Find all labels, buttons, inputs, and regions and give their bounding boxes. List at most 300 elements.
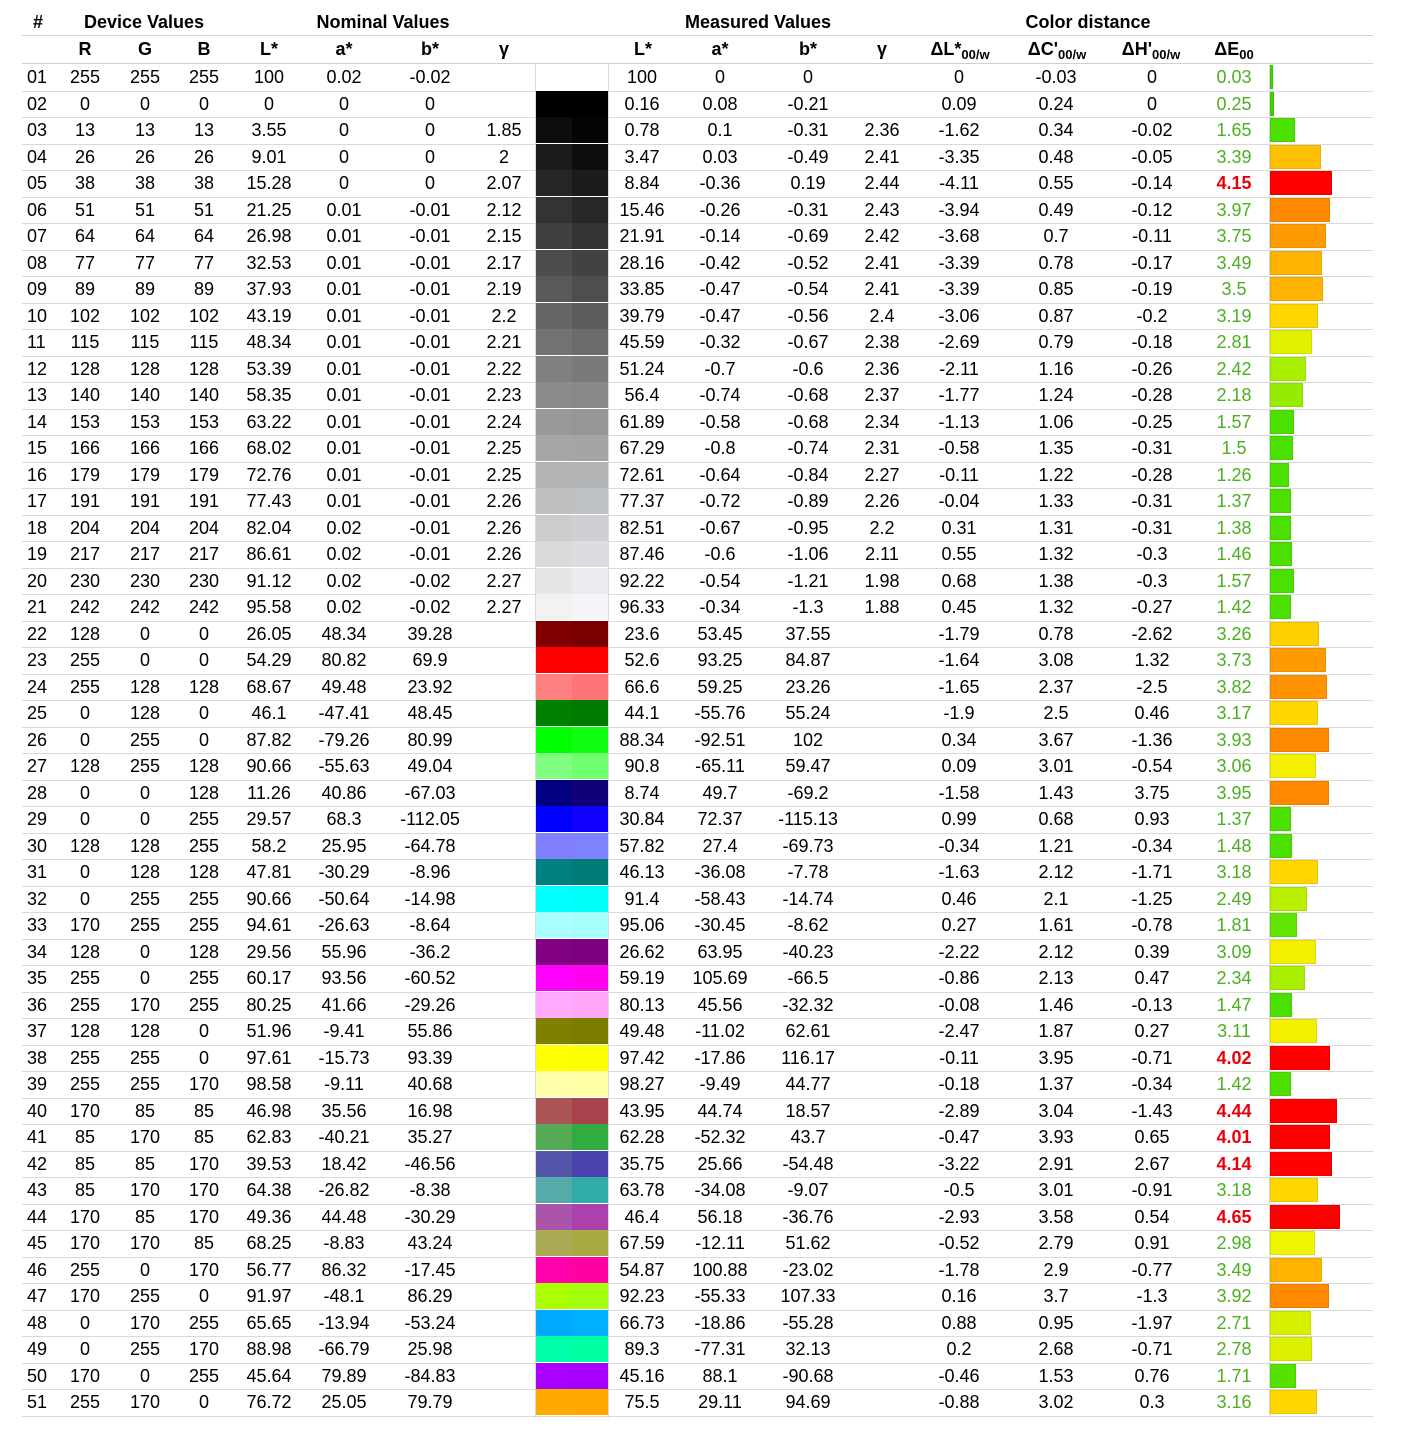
device-r-cell: 255 — [69, 1259, 101, 1280]
row-number-cell: 04 — [27, 146, 48, 167]
delta-l-cell: -0.11 — [939, 464, 979, 485]
table-row — [0, 356, 1408, 382]
nominal-b-cell: -17.45 — [404, 1259, 456, 1280]
device-r-cell: 0 — [79, 862, 91, 882]
delta-e-cell: 1.37 — [1216, 491, 1252, 511]
delta-e-cell: 1.71 — [1216, 1365, 1252, 1386]
nominal-l-cell: 100 — [253, 67, 285, 87]
col-header-r: R — [78, 39, 92, 59]
device-g-cell: 170 — [129, 1127, 161, 1147]
nominal-l-cell: 45.64 — [246, 1365, 292, 1386]
nominal-b-cell: -112.05 — [400, 809, 460, 829]
delta-e-cell: 2.42 — [1216, 358, 1252, 379]
device-g-cell: 170 — [129, 1392, 161, 1412]
table-row — [0, 382, 1408, 408]
measured-b-cell: 102 — [792, 729, 824, 750]
measured-color-swatch — [572, 276, 608, 302]
delta-e-bar — [1270, 198, 1330, 222]
delta-l-cell: -2.89 — [938, 1100, 980, 1121]
measured-color-swatch — [572, 1124, 608, 1150]
col-header-delta-e — [1214, 39, 1254, 62]
nominal-b-cell: -64.78 — [404, 835, 456, 856]
nominal-color-swatch — [536, 1283, 572, 1309]
delta-h-cell: -0.3 — [1136, 544, 1168, 564]
measured-b-cell: -55.28 — [782, 1312, 834, 1333]
nominal-color-swatch — [536, 912, 572, 938]
table-row — [0, 700, 1408, 726]
device-g-cell: 0 — [139, 1365, 151, 1386]
measured-color-swatch — [572, 515, 608, 541]
delta-l-cell: -1.62 — [938, 120, 980, 140]
nominal-l-cell: 94.61 — [246, 915, 292, 935]
nominal-a-cell: 40.86 — [321, 782, 367, 803]
device-r-cell: 0 — [79, 93, 91, 114]
nominal-a-cell: 0 — [338, 93, 350, 114]
delta-e-bar — [1270, 357, 1306, 381]
delta-e-bar — [1270, 648, 1326, 672]
nominal-l-cell: 46.1 — [251, 703, 287, 723]
measured-l-cell: 56.4 — [624, 385, 660, 405]
delta-e-cell: 1.37 — [1216, 809, 1252, 829]
nominal-a-cell: 41.66 — [321, 994, 367, 1015]
device-r-cell: 153 — [69, 411, 101, 432]
measured-color-swatch — [572, 1151, 608, 1177]
row-number-cell: 29 — [27, 809, 48, 829]
table-row — [0, 1071, 1408, 1097]
device-r-cell: 204 — [69, 517, 101, 538]
delta-e-bar — [1270, 92, 1274, 116]
table-row — [0, 1230, 1408, 1256]
device-b-cell: 170 — [188, 1180, 220, 1200]
measured-a-cell: 25.66 — [697, 1153, 743, 1174]
nominal-b-cell: 43.24 — [407, 1233, 453, 1253]
measured-color-swatch — [572, 541, 608, 567]
delta-h-subscript: 00/w — [1152, 47, 1181, 62]
device-g-cell: 128 — [129, 703, 161, 723]
nominal-l-cell: 49.36 — [246, 1206, 292, 1227]
device-g-cell: 255 — [129, 67, 161, 87]
measured-a-cell: 0.03 — [702, 146, 738, 167]
delta-e-bar — [1270, 251, 1322, 275]
table-row — [0, 117, 1408, 143]
delta-c-cell: 1.38 — [1038, 570, 1074, 591]
measured-l-cell: 63.78 — [619, 1180, 665, 1200]
device-b-cell: 204 — [188, 517, 220, 538]
measured-b-cell: -0.6 — [792, 358, 824, 379]
measured-gamma-cell: 2.37 — [864, 385, 900, 405]
device-b-cell: 128 — [188, 862, 220, 882]
measured-a-cell: 29.11 — [698, 1392, 742, 1412]
delta-h-cell: -0.26 — [1131, 358, 1173, 379]
nominal-color-swatch — [536, 1045, 572, 1071]
delta-l-cell: 0.45 — [941, 597, 977, 617]
device-r-cell: 38 — [74, 173, 96, 193]
measured-l-cell: 39.79 — [619, 305, 665, 326]
delta-l-cell: -0.5 — [943, 1180, 975, 1200]
nominal-b-cell: 48.45 — [407, 703, 453, 723]
delta-l-cell: -0.58 — [938, 438, 980, 458]
measured-b-cell: 62.61 — [785, 1021, 831, 1041]
delta-l-cell: -3.94 — [938, 199, 980, 220]
delta-c-cell: 1.35 — [1038, 438, 1074, 458]
table-row — [0, 1177, 1408, 1203]
measured-a-cell: -0.72 — [699, 491, 741, 511]
delta-h-cell: -0.13 — [1131, 994, 1173, 1015]
device-g-cell: 166 — [129, 438, 161, 458]
nominal-a-cell: 25.95 — [321, 835, 367, 856]
nominal-gamma-cell: 2.26 — [486, 491, 522, 511]
measured-color-swatch — [572, 144, 608, 170]
device-b-cell: 170 — [188, 1074, 220, 1094]
nominal-a-cell: 44.48 — [321, 1206, 367, 1227]
delta-h-cell: 0.3 — [1139, 1392, 1165, 1412]
measured-l-cell: 100 — [626, 67, 658, 87]
nominal-b-cell: 16.98 — [407, 1100, 453, 1121]
delta-c-cell: 0.95 — [1038, 1312, 1074, 1333]
nominal-l-cell: 51.96 — [246, 1021, 292, 1041]
nominal-a-cell: 0.01 — [326, 438, 362, 458]
delta-e-label: ΔE — [1214, 39, 1240, 59]
device-r-cell: 166 — [69, 438, 101, 458]
nominal-b-cell: 93.39 — [407, 1047, 453, 1068]
nominal-color-swatch — [536, 117, 572, 143]
device-b-cell: 140 — [188, 385, 220, 405]
device-g-cell: 255 — [129, 888, 161, 909]
nominal-gamma-cell: 2.26 — [486, 544, 522, 564]
measured-l-cell: 45.59 — [619, 332, 665, 352]
measured-a-cell: -9.49 — [699, 1074, 741, 1094]
delta-e-bar — [1270, 622, 1319, 646]
delta-l-cell: -3.68 — [938, 226, 980, 246]
nominal-l-cell: 9.01 — [251, 146, 287, 167]
measured-color-swatch — [572, 886, 608, 912]
device-r-cell: 170 — [69, 1365, 101, 1386]
delta-e-cell: 3.17 — [1216, 703, 1252, 723]
measured-l-cell: 57.82 — [619, 835, 665, 856]
delta-h-cell: 0.76 — [1134, 1365, 1170, 1386]
measured-b-cell: 18.57 — [785, 1100, 831, 1121]
delta-e-bar — [1270, 463, 1289, 487]
delta-l-cell: 0.27 — [941, 915, 977, 935]
measured-color-swatch — [572, 1257, 608, 1283]
measured-b-cell: 37.55 — [785, 623, 831, 644]
device-b-cell: 128 — [188, 782, 220, 803]
measured-b-cell: -66.5 — [787, 968, 829, 988]
delta-c-cell: 0.79 — [1038, 332, 1074, 352]
measured-a-cell: 93.25 — [697, 650, 743, 670]
measured-a-cell: 27.4 — [702, 835, 738, 856]
row-number-cell: 35 — [27, 968, 48, 988]
nominal-a-cell: 80.82 — [321, 650, 367, 670]
measured-b-cell: -7.78 — [787, 862, 829, 882]
measured-b-cell: -40.23 — [782, 941, 834, 962]
table-row — [0, 1283, 1408, 1309]
delta-h-cell: -1.25 — [1131, 888, 1173, 909]
measured-a-cell: -30.45 — [694, 915, 746, 935]
delta-e-bar — [1270, 542, 1292, 566]
row-number-cell: 22 — [27, 623, 48, 644]
nominal-color-swatch — [536, 515, 572, 541]
delta-l-cell: -2.47 — [938, 1021, 980, 1041]
device-r-cell: 128 — [69, 358, 101, 379]
device-b-cell: 255 — [188, 809, 220, 829]
delta-h-cell: -0.11 — [1132, 226, 1172, 246]
nominal-a-cell: -66.79 — [318, 1339, 370, 1359]
measured-b-cell: -0.56 — [787, 305, 829, 326]
table-row — [0, 462, 1408, 488]
delta-l-cell: -0.08 — [938, 994, 980, 1015]
device-g-cell: 0 — [139, 93, 151, 114]
measured-l-cell: 0.16 — [624, 93, 660, 114]
delta-h-cell: 0 — [1146, 93, 1158, 114]
row-number-cell: 44 — [27, 1206, 48, 1227]
delta-e-bar — [1270, 383, 1303, 407]
row-number-cell: 14 — [27, 411, 48, 432]
device-b-cell: 153 — [188, 411, 220, 432]
delta-e-cell: 3.75 — [1216, 226, 1252, 246]
nominal-a-cell: -47.41 — [318, 703, 370, 723]
nominal-b-cell: -0.01 — [409, 544, 451, 564]
measured-b-cell: -115.13 — [778, 809, 838, 829]
delta-e-cell: 3.19 — [1216, 305, 1252, 326]
measured-color-swatch — [572, 1310, 608, 1336]
nominal-a-cell: 79.89 — [321, 1365, 367, 1386]
nominal-l-cell: 3.55 — [251, 120, 287, 140]
device-r-cell: 0 — [79, 703, 91, 723]
delta-l-cell: 0.31 — [941, 517, 977, 538]
measured-color-swatch — [572, 170, 608, 196]
delta-e-bar — [1270, 1231, 1315, 1255]
delta-c-cell: 1.33 — [1038, 491, 1074, 511]
delta-h-cell: -2.62 — [1131, 623, 1173, 644]
row-number-cell: 28 — [27, 782, 48, 803]
measured-color-swatch — [572, 1389, 608, 1415]
delta-l-cell: -0.88 — [938, 1392, 980, 1412]
delta-e-bar — [1270, 1099, 1337, 1123]
measured-b-cell: 94.69 — [785, 1392, 831, 1412]
delta-e-bar — [1270, 993, 1292, 1017]
measured-color-swatch — [572, 1204, 608, 1230]
device-b-cell: 179 — [188, 464, 220, 485]
device-g-cell: 85 — [134, 1206, 156, 1227]
table-row — [0, 833, 1408, 859]
nominal-l-cell: 98.58 — [246, 1074, 292, 1094]
device-b-cell: 255 — [188, 67, 220, 87]
device-g-cell: 26 — [134, 146, 156, 167]
nominal-b-cell: 0 — [424, 93, 436, 114]
device-b-cell: 0 — [198, 729, 210, 750]
delta-h-cell: -0.34 — [1131, 835, 1173, 856]
delta-e-bar — [1270, 436, 1293, 460]
measured-color-swatch — [572, 568, 608, 594]
delta-e-cell: 1.38 — [1216, 517, 1252, 538]
device-b-cell: 128 — [188, 941, 220, 962]
nominal-a-cell: 0.01 — [326, 358, 362, 379]
row-number-cell: 30 — [27, 835, 48, 856]
delta-c-cell: 2.12 — [1038, 941, 1074, 962]
nominal-color-swatch — [536, 276, 572, 302]
measured-a-cell: -0.26 — [699, 199, 741, 220]
delta-c-cell: 3.58 — [1038, 1206, 1074, 1227]
measured-a-cell: -55.33 — [694, 1286, 746, 1306]
device-b-cell: 85 — [193, 1127, 215, 1147]
row-number-cell: 47 — [27, 1286, 48, 1306]
delta-e-cell: 3.97 — [1216, 199, 1252, 220]
measured-l-cell: 45.16 — [619, 1365, 665, 1386]
device-r-cell: 85 — [74, 1127, 96, 1147]
delta-h-cell: -0.31 — [1131, 491, 1173, 511]
delta-c-cell: 3.02 — [1038, 1392, 1074, 1412]
delta-h-cell: -0.28 — [1131, 464, 1173, 485]
nominal-b-cell: 80.99 — [407, 729, 453, 750]
delta-e-bar — [1270, 1072, 1291, 1096]
delta-e-bar — [1270, 1337, 1312, 1361]
nominal-color-swatch — [536, 886, 572, 912]
delta-e-subscript: 00 — [1239, 47, 1254, 62]
nominal-l-cell: 11.26 — [247, 782, 291, 803]
nominal-b-cell: -53.24 — [404, 1312, 456, 1333]
device-g-cell: 204 — [129, 517, 161, 538]
nominal-l-cell: 47.81 — [246, 862, 292, 882]
delta-h-cell: -1.71 — [1131, 862, 1173, 882]
delta-e-cell: 2.78 — [1216, 1339, 1252, 1359]
col-header-nominal-a: a* — [335, 39, 353, 59]
nominal-a-cell: 0.01 — [326, 305, 362, 326]
nominal-color-swatch — [536, 965, 572, 991]
measured-l-cell: 88.34 — [619, 729, 665, 750]
delta-c-cell: 2.9 — [1043, 1259, 1069, 1280]
nominal-a-cell: -9.41 — [323, 1021, 365, 1041]
device-r-cell: 0 — [79, 1339, 91, 1359]
measured-a-cell: -0.67 — [699, 517, 741, 538]
row-number-cell: 31 — [27, 862, 48, 882]
table-row — [0, 541, 1408, 567]
delta-l-cell: 0.68 — [941, 570, 977, 591]
nominal-color-swatch — [536, 939, 572, 965]
nominal-color-swatch — [536, 992, 572, 1018]
delta-e-cell: 3.18 — [1216, 1180, 1252, 1200]
measured-color-swatch — [572, 250, 608, 276]
nominal-l-cell: 53.39 — [246, 358, 292, 379]
delta-l-cell: -0.46 — [938, 1365, 980, 1386]
measured-color-swatch — [572, 1283, 608, 1309]
row-number-cell: 07 — [27, 226, 48, 246]
measured-l-cell: 75.5 — [624, 1392, 660, 1412]
measured-l-cell: 92.23 — [619, 1286, 665, 1306]
nominal-a-cell: 0.01 — [326, 199, 362, 220]
measured-b-cell: -0.74 — [787, 438, 829, 458]
nominal-l-cell: 76.72 — [246, 1392, 292, 1412]
measured-color-swatch — [572, 806, 608, 832]
measured-b-cell: 44.77 — [785, 1074, 831, 1094]
delta-h-cell: -1.36 — [1131, 729, 1173, 750]
delta-c-cell: 2.68 — [1038, 1339, 1074, 1359]
delta-e-bar — [1270, 781, 1329, 805]
delta-c-cell: 3.95 — [1038, 1047, 1074, 1068]
nominal-l-cell: 32.53 — [246, 252, 292, 273]
nominal-gamma-cell: 2.25 — [486, 438, 522, 458]
nominal-b-cell: 49.04 — [407, 756, 453, 776]
delta-h-cell: 0.65 — [1134, 1127, 1170, 1147]
measured-gamma-cell: 2.11 — [865, 544, 899, 564]
col-header-g: G — [137, 39, 153, 59]
nominal-a-cell: 0.01 — [326, 411, 362, 432]
delta-h-cell: -0.02 — [1131, 120, 1173, 140]
device-g-cell: 0 — [139, 623, 151, 644]
device-r-cell: 170 — [69, 915, 101, 935]
table-row — [0, 144, 1408, 170]
measured-l-cell: 26.62 — [619, 941, 665, 962]
table-row — [0, 1204, 1408, 1230]
nominal-a-cell: -55.63 — [318, 756, 370, 776]
measured-l-cell: 0.78 — [624, 120, 660, 140]
measured-b-cell: -14.74 — [782, 888, 834, 909]
measured-a-cell: 53.45 — [697, 623, 743, 644]
row-number-cell: 11 — [27, 332, 46, 352]
delta-c-cell: 2.37 — [1038, 676, 1074, 697]
measured-color-swatch — [572, 939, 608, 965]
delta-e-bar — [1270, 966, 1305, 990]
device-g-cell: 128 — [129, 358, 161, 379]
row-number-cell: 13 — [27, 385, 48, 405]
measured-b-cell: -0.49 — [787, 146, 829, 167]
measured-l-cell: 21.91 — [619, 226, 665, 246]
nominal-color-swatch — [536, 356, 572, 382]
delta-e-bar — [1270, 1311, 1311, 1335]
device-b-cell: 0 — [198, 93, 210, 114]
device-g-cell: 0 — [139, 782, 151, 803]
delta-e-bar — [1270, 675, 1327, 699]
nominal-gamma-cell: 2.27 — [486, 597, 522, 617]
measured-l-cell: 77.37 — [619, 491, 665, 511]
nominal-a-cell: -8.83 — [323, 1233, 365, 1253]
delta-e-bar — [1270, 330, 1312, 354]
measured-a-cell: 0.1 — [707, 120, 733, 140]
measured-l-cell: 59.19 — [619, 968, 665, 988]
nominal-b-cell: 0 — [424, 146, 436, 167]
delta-h-cell: -0.71 — [1131, 1047, 1173, 1068]
nominal-l-cell: 72.76 — [246, 464, 292, 485]
row-number-cell: 34 — [27, 941, 48, 962]
header-color-distance: Color distance — [1025, 12, 1151, 32]
device-g-cell: 255 — [129, 1286, 161, 1306]
measured-b-cell: 116.17 — [781, 1047, 835, 1068]
nominal-color-swatch — [536, 674, 572, 700]
device-b-cell: 128 — [188, 358, 220, 379]
measured-color-swatch — [572, 382, 608, 408]
measured-b-cell: -0.21 — [787, 93, 829, 114]
device-r-cell: 255 — [69, 1047, 101, 1068]
measured-a-cell: -0.42 — [699, 252, 741, 273]
measured-b-cell: -90.68 — [782, 1365, 834, 1386]
measured-b-cell: -8.62 — [787, 915, 829, 935]
nominal-a-cell: -15.73 — [318, 1047, 370, 1068]
delta-c-cell: 0.68 — [1038, 809, 1074, 829]
table-row — [0, 965, 1408, 991]
device-b-cell: 0 — [198, 650, 210, 670]
nominal-l-cell: 58.35 — [246, 385, 292, 405]
nominal-color-swatch — [536, 1124, 572, 1150]
nominal-a-cell: 0 — [338, 146, 350, 167]
row-number-cell: 23 — [27, 650, 48, 670]
nominal-color-swatch — [536, 435, 572, 461]
delta-e-cell: 3.26 — [1216, 623, 1252, 644]
nominal-b-cell: 25.98 — [407, 1339, 453, 1359]
delta-c-cell: 0.24 — [1038, 93, 1074, 114]
row-number-cell: 12 — [27, 358, 48, 379]
delta-l-cell: 0.88 — [941, 1312, 977, 1333]
delta-h-cell: -0.27 — [1131, 597, 1173, 617]
